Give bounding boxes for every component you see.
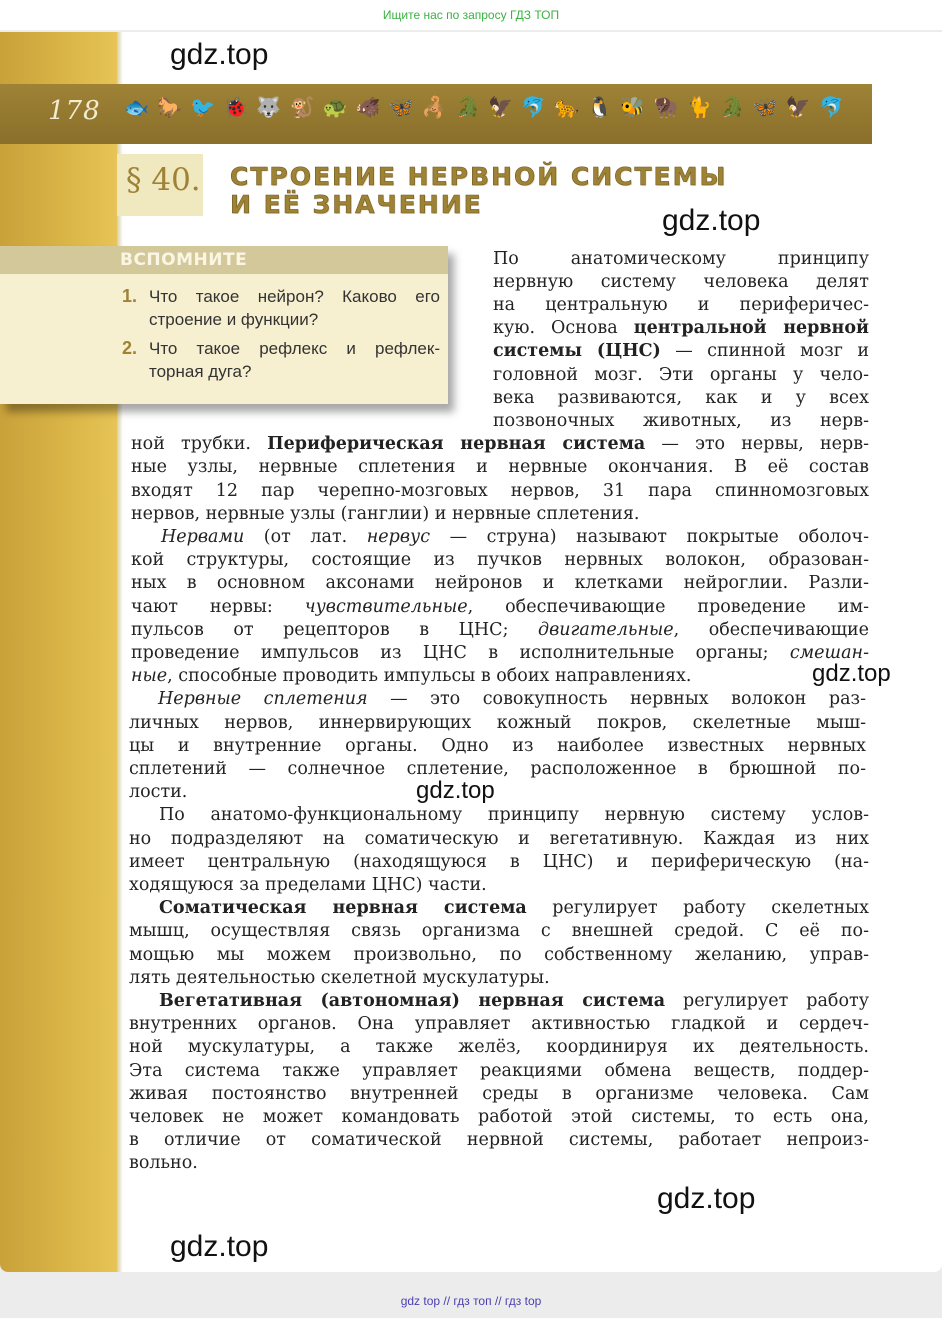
textbook-page: [0, 32, 942, 1272]
animal-silhouettes-strip: [124, 92, 844, 122]
watermark-6: gdz.top: [170, 1230, 269, 1263]
remember-heading: ВСПОМНИТЕ: [0, 246, 448, 274]
bottom-banner: gdz top // гдз топ // гдз top: [400, 1294, 542, 1308]
left-band-edge: [117, 32, 123, 1272]
animal-silhouette-icon: 🦅: [785, 95, 811, 119]
animal-silhouette-icon: 🦋: [388, 95, 414, 119]
remember-question-1: [122, 285, 440, 331]
text-line: ной трубки. Периферическая нервная система — это нервы, нерв-: [131, 434, 869, 454]
left-margin-band: [0, 32, 117, 1272]
text-line: на центральную и периферичес-: [493, 295, 869, 315]
remember-question-2: [122, 337, 440, 383]
text-line: в отличие от соматической нервной системы, работает непроиз-: [129, 1130, 869, 1150]
section-number: § 40.: [126, 162, 201, 198]
animal-silhouette-icon: 🐊: [454, 95, 480, 119]
text-line: ходящуюся за пределами ЦНС) части.: [129, 875, 487, 895]
text-line: мощью мы можем произвольно, по собственному желанию, управ-: [129, 945, 869, 965]
text-line: системы (ЦНС) — спинной мозг и: [493, 341, 869, 361]
watermark-2: gdz.top: [662, 204, 761, 237]
question-line: Что такое рефлекс и рефлек-: [149, 339, 440, 358]
section-title-line-2: И ЕЁ ЗНАЧЕНИЕ: [230, 190, 483, 219]
text-line: нервную систему человека делят: [493, 272, 869, 292]
watermark-1: gdz.top: [170, 38, 269, 71]
animal-silhouette-icon: 🐬: [521, 95, 547, 119]
text-line: головной мозг. Эти органы у чело-: [493, 365, 869, 385]
animal-silhouette-icon: 🐺: [256, 95, 282, 119]
text-line: кой структуры, состоящие из пучков нервных волокон, образован-: [131, 550, 869, 570]
animal-silhouette-icon: 🐒: [289, 95, 315, 119]
animal-silhouette-icon: 🐧: [587, 95, 613, 119]
text-line: живая постоянство внутренней среды в организме человека. Сам: [129, 1084, 869, 1104]
text-line: позвоночных животных, из нерв-: [493, 411, 869, 431]
question-line: строение и функции?: [149, 310, 319, 329]
text-line: пульсов от рецепторов в ЦНС; двигательные, обеспечивающие: [131, 620, 869, 640]
animal-silhouette-icon: 🐗: [355, 95, 381, 119]
text-line: ные, способные проводить импульсы в обоих направлениях.: [131, 666, 692, 686]
text-line: Нервами (от лат. нервус — струна) называют покрытые оболоч-: [161, 527, 869, 547]
animal-silhouette-icon: 🐊: [719, 95, 745, 119]
text-line: лости.: [129, 782, 188, 802]
animal-silhouette-icon: 🐦: [190, 95, 216, 119]
watermark-5: gdz.top: [657, 1182, 756, 1215]
text-line: вольно.: [129, 1153, 198, 1173]
text-line: сплетений — солнечное сплетение, расположенное в брюшной по-: [129, 759, 866, 779]
animal-silhouette-icon: 🐎: [157, 95, 182, 119]
text-line: мышц, осуществляя связь организма с внешней средой. С её по-: [129, 921, 869, 941]
text-line: лять деятельностью скелетной мускулатуры.: [129, 968, 550, 988]
text-line: Нервные сплетения — это совокупность нервных волокон раз-: [158, 689, 866, 709]
text-line: человек не может командовать работой этой системы, то есть она,: [129, 1107, 869, 1127]
question-number: 2.: [122, 338, 138, 358]
animal-silhouette-icon: 🦂: [421, 95, 447, 119]
animal-silhouette-icon: 🐆: [554, 95, 580, 119]
text-line: Соматическая нервная система регулирует работу скелетных: [159, 898, 869, 918]
animal-silhouette-icon: 🦬: [653, 95, 679, 119]
watermark-4: gdz.top: [416, 777, 495, 804]
text-line: нервов, нервные узлы (ганглии) и нервные сплетения.: [131, 504, 640, 524]
watermark-3: gdz.top: [812, 660, 891, 687]
section-title-line-1: СТРОЕНИЕ НЕРВНОЙ СИСТЕМЫ: [230, 162, 728, 191]
animal-silhouette-icon: 🐬: [818, 95, 844, 119]
text-line: Эта система также управляет реакциями обмена веществ, поддер-: [129, 1061, 869, 1081]
text-line: цы и внутренние органы. Одно из наиболее известных нервных: [129, 736, 866, 756]
animal-silhouette-icon: 🐟: [124, 95, 149, 119]
text-line: личных нервов, иннервирующих кожный покров, скелетные мыш-: [129, 713, 866, 733]
question-line: торная дуга?: [149, 362, 252, 381]
text-line: ные узлы, нервные сплетения и нервные окончания. В её состав: [131, 457, 869, 477]
animal-silhouette-icon: 🐈: [686, 95, 712, 119]
text-line: но подразделяют на соматическую и вегетативную. Каждая из них: [129, 829, 869, 849]
text-line: имеет центральную (находящуюся в ЦНС) и периферическую (на-: [129, 852, 869, 872]
text-line: внутренних органов. Она управляет активностью гладкой и сердеч-: [129, 1014, 869, 1034]
animal-silhouette-icon: 🦋: [752, 95, 778, 119]
animal-silhouette-icon: 🐝: [620, 95, 646, 119]
text-line: По анатомо-функциональному принципу нервную систему услов-: [159, 805, 869, 825]
text-line: кую. Основа центральной нервной: [493, 318, 869, 338]
page-number: 178: [48, 96, 101, 126]
question-line: Что такое нейрон? Каково его: [149, 287, 440, 306]
text-line: Вегетативная (автономная) нервная система регулирует работу: [159, 991, 869, 1011]
text-line: ной мускулатуры, а также желёз, координируя их деятельность.: [129, 1037, 869, 1057]
text-line: ных в основном аксонами нейронов и клетками нейроглии. Разли-: [131, 573, 869, 593]
animal-silhouette-icon: 🦅: [488, 95, 513, 119]
animal-silhouette-icon: 🐢: [322, 95, 348, 119]
top-banner: Ищите нас по запросу ГДЗ ТОП: [0, 0, 942, 30]
text-line: чают нервы: чувствительные, обеспечивающие проведение им-: [131, 597, 869, 617]
text-line: проведение импульсов из ЦНС в исполнительные органы; смешан-: [131, 643, 869, 663]
text-line: входят 12 пар черепно-мозговых нервов, 31 пара спинномозговых: [131, 481, 869, 501]
text-line: По анатомическому принципу: [493, 249, 869, 269]
question-number: 1.: [122, 286, 138, 306]
animal-silhouette-icon: 🐞: [223, 95, 249, 119]
text-line: века развиваются, как и у всех: [493, 388, 869, 408]
